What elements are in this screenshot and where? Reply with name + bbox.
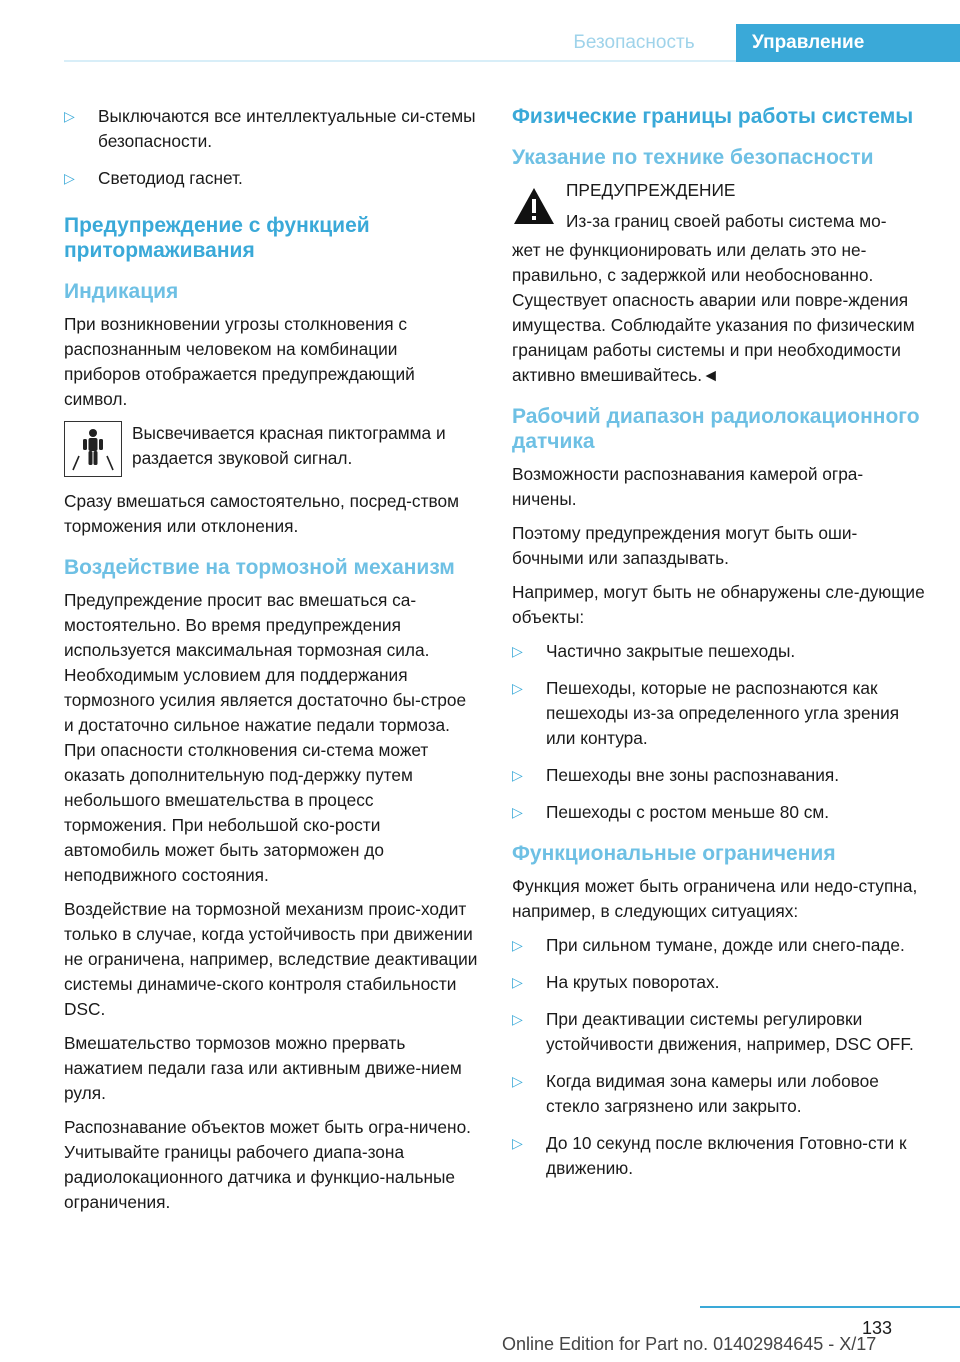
left-column	[64, 104, 478, 1224]
triangle-bullet-icon: ▷	[512, 1011, 523, 1027]
list-item: ▷ Светодиод гаснет.	[64, 166, 478, 191]
triangle-bullet-icon: ▷	[512, 1135, 523, 1151]
list-item: ▷ Пешеходы, которые не распознаются как пешеходы из-за определенного угла зрения или контура.	[512, 678, 900, 748]
triangle-bullet-icon: ▷	[512, 643, 523, 659]
indicator-text: Высвечивается красная пиктограмма и раздается звуковой сигнал.	[132, 423, 446, 468]
triangle-bullet-icon: ▷	[512, 937, 523, 953]
paragraph: Воздействие на тормозной механизм проис-ходит только в случае, когда устойчивость при движении не ограничена, например, вследствие деактивации системы динамиче-ского контроля стабильности DSC.	[64, 899, 478, 1019]
warning-title: ПРЕДУПРЕЖДЕНИЕ	[566, 180, 736, 200]
list-item: ▷ До 10 секунд после включения Готовно-сти к движению.	[512, 1133, 907, 1178]
warning-first-line: Из-за границ своей работы система мо-	[566, 211, 887, 231]
subsection-heading: Функциональные ограничения	[512, 842, 836, 865]
tab-safety[interactable]: Безопасность	[573, 32, 695, 53]
paragraph: Предупреждение просит вас вмешаться са-мостоятельно. Во время предупреждения используется максимальная тормозная сила. Необходимым условием для поддержания тормозного усилия является достаточно бы-строе и достаточно сильное нажатие педали тормоза. При опасности столкновения си-стема может оказать дополнительную под-держку путем небольшого вмешательства в процесс торможения. При небольшой ско-рости автомобиль может быть заторможен до неподвижного состояния.	[64, 590, 467, 885]
paragraph: Распознавание объектов может быть огра-ничено. Учитывайте границы рабочего диапа-зона радиолокационного датчика и функцио-нальные ограничения.	[64, 1117, 471, 1212]
tab-controls[interactable]: Управление	[736, 24, 960, 62]
paragraph: Вмешательство тормозов можно прервать нажатием педали газа или активным движе-нием руля.	[64, 1033, 462, 1103]
subsection-heading: Индикация	[64, 280, 179, 303]
section-heading: Предупреждение с функцией притормаживания	[64, 214, 370, 262]
subsection-heading: Указание по технике безопасности	[512, 146, 874, 169]
paragraph: Возможности распознавания камерой огра-ничены.	[512, 464, 864, 509]
indicator-row	[64, 421, 478, 477]
pedestrian-warning-icon	[64, 421, 122, 477]
list-item: ▷ На крутых поворотах.	[512, 970, 926, 995]
triangle-bullet-icon: ▷	[512, 680, 523, 696]
bullet-list-top	[64, 104, 478, 191]
bullet-list-func	[512, 933, 926, 1181]
list-item: ▷ Выключаются все интеллектуальные си-стемы безопасности.	[64, 106, 476, 151]
list-item: ▷ Пешеходы с ростом меньше 80 см.	[512, 800, 926, 825]
list-item: ▷ Когда видимая зона камеры или лобовое стекло загрязнено или закрыто.	[512, 1071, 879, 1116]
paragraph: Сразу вмешаться самостоятельно, посред-ством торможения или отклонения.	[64, 491, 459, 536]
warning-text: жет не функционировать или делать это не-правильно, с задержкой или необоснованно. Существует опасность аварии или повре-ждения имущества. Соблюдайте указания по физическим границам работы системы и при необходимости активно вмешивайтесь.◄	[512, 240, 915, 385]
page-number: 133	[862, 1318, 893, 1338]
paragraph: Функция может быть ограничена или недо-ступна, например, в следующих ситуациях:	[512, 876, 918, 921]
bullet-list-objects	[512, 639, 926, 825]
paragraph: Поэтому предупреждения могут быть оши-бочными или запаздывать.	[512, 523, 858, 568]
triangle-bullet-icon: ▷	[64, 170, 75, 186]
list-item: ▷ Пешеходы вне зоны распознавания.	[512, 763, 926, 788]
footer-rule	[700, 1306, 960, 1308]
subsection-heading: Рабочий диапазон радиолокационного датчика	[512, 405, 920, 453]
paragraph: При возникновении угрозы столкновения с распознанным человеком на комбинации приборов отображается предупреждающий символ.	[64, 314, 415, 409]
triangle-bullet-icon: ▷	[512, 974, 523, 990]
triangle-bullet-icon: ▷	[64, 108, 75, 124]
list-item: ▷ Частично закрытые пешеходы.	[512, 639, 926, 664]
triangle-bullet-icon: ▷	[512, 767, 523, 783]
paragraph: Например, могут быть не обнаружены сле-дующие объекты:	[512, 582, 925, 627]
list-item: ▷ При деактивации системы регулировки устойчивости движения, например, DSC OFF.	[512, 1009, 914, 1054]
subsection-heading: Воздействие на тормозной механизм	[64, 556, 455, 579]
warning-text-head	[566, 178, 926, 234]
list-item: ▷ При сильном тумане, дожде или снего-паде.	[512, 933, 926, 958]
warning-triangle-icon	[512, 186, 556, 226]
section-heading: Физические границы работы системы	[512, 105, 914, 128]
right-column	[512, 104, 926, 1193]
triangle-bullet-icon: ▷	[512, 1073, 523, 1089]
edition-footer: Online Edition for Part no. 01402984645 - X/17	[502, 1334, 877, 1354]
triangle-bullet-icon: ▷	[512, 804, 523, 820]
warning-block	[512, 178, 926, 234]
